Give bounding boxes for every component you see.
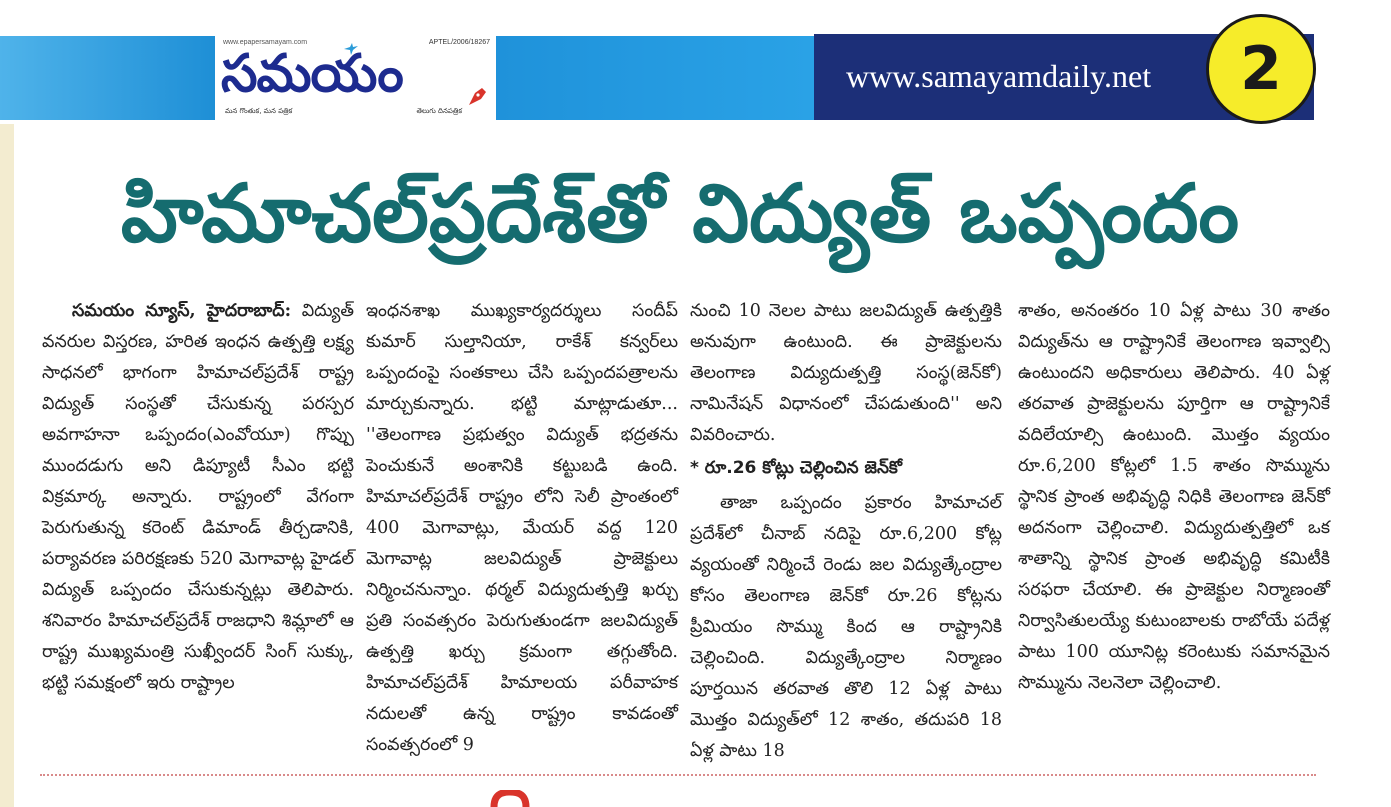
column-1-text: విద్యుత్ వనరుల విస్తరణ, హరిత ఇంధన ఉత్పత్తి లక్ష్య సాధనలో భాగంగా హిమాచల్‌ప్రదేశ్ రాష్ట్ర విద్యుత్ సంస్థతో చేసుకున్న పరస్పర అవగాహనా ఒప్పందం(ఎంవోయూ) గొప్పు ముందడుగు అని డిప్యూటీ సీఎం భట్టి విక్రమార్క అన్నారు. రాష్ట్రంలో వేగంగా పెరుగుతున్న కరెంట్ డిమాండ్ తీర్చడానికి, పర్యావరణ పరిరక్షణకు 520 మెగావాట్ల హైడల్ విద్యుత్ ఒప్పందం చేసుకున్నట్లు తెలిపారు. శనివారం హిమాచల్‌ప్రదేశ్ రాజధాని శిమ్లాలో ఆ రాష్ట్ర ముఖ్యమంత్రి సుఖ్వీందర్ సింగ్ సుక్కు, భట్టి సమక్షంలో ఇరు రాష్ట్రాల xyxy=(42,301,354,693)
logo-tagline: మన గొంతుక, మన పత్రిక xyxy=(225,107,293,115)
page-number: 2 xyxy=(1240,34,1282,104)
subheading: * రూ.26 కోట్లు చెల్లించిన జెన్‌కో xyxy=(690,458,903,478)
logo-url: www.epapersamayam.com xyxy=(223,39,308,46)
article-column-4 xyxy=(1018,296,1330,699)
section-divider xyxy=(40,774,1316,776)
pen-nib-icon xyxy=(466,86,488,108)
column-3-text-top: నుంచి 10 నెలల పాటు జలవిద్యుత్ ఉత్పత్తికి అనువుగా ఉంటుంది. ఈ ప్రాజెక్టులను తెలంగాణ విద్యుదుత్పత్తి సంస్థ(జెన్‌కో) నామినేషన్ విధానంలో చేపడుతుంది'' అని వివరించారు. xyxy=(690,301,1002,445)
article-headline: హిమాచల్‌ప్రదేశ్‌తో విద్యుత్ ఒప్పందం xyxy=(120,167,1240,260)
dateline: సమయం న్యూస్, హైదరాబాద్: xyxy=(72,301,292,321)
masthead-logo[interactable] xyxy=(215,36,496,120)
registration-number: APTEL/2006/18267 xyxy=(428,39,490,46)
header-band-left xyxy=(0,36,215,120)
header-band-middle xyxy=(496,36,814,120)
column-4-text: శాతం, అనంతరం 10 ఏళ్ల పాటు 30 శాతం విద్యుత్‌ను ఆ రాష్ట్రానికే తెలంగాణ ఇవ్వాల్సి ఉంటుందని అధికారులు తెలిపారు. 40 ఏళ్ల తరవాత ప్రాజెక్టులను పూర్తిగా ఆ రాష్ట్రానికే వదిలేయాల్సి ఉంటుంది. మొత్తం వ్యయం రూ.6,200 కోట్లలో 1.5 శాతం సొమ్మును స్థానిక ప్రాంత అభివృద్ధి నిధికి తెలంగాణ జెన్‌కో అదనంగా చెల్లించాలి. విద్యుదుత్పత్తిలో ఒక శాతాన్ని స్థానిక ప్రాంత అభివృద్ధి కమిటీకి సరఫరా చేయాలి. ఈ ప్రాజెక్టుల నిర్మాణంతో నిర్వాసితులయ్యే కుటుంబాలకు రాబోయే పదేళ్ల పాటు 100 యూనిట్ల కరెంటుకు సమానమైన సొమ్మును నెలనెలా చెల్లించాలి. xyxy=(1018,301,1330,693)
article-column-1 xyxy=(42,296,354,699)
column-2-text: ఇంధనశాఖ ముఖ్యకార్యదర్శులు సందీప్ కుమార్ సుల్తానియా, రాకేశ్ కన్వర్‌లు ఒప్పందంపై సంతకాలు చేసి ఒప్పందపత్రాలను మార్చుకున్నారు. భట్టి మాట్లాడుతూ... ''తెలంగాణ ప్రభుత్వం విద్యుత్ భద్రతను పెంచుకునే అంశానికి కట్టుబడి ఉంది. హిమాచల్‌ప్రదేశ్ రాష్ట్రం లోని సెలీ ప్రాంతంలో 400 మెగావాట్లు, మేయర్ వద్ద 120 మెగావాట్ల జలవిద్యుత్ ప్రాజెక్టులు నిర్మించనున్నాం. థర్మల్ విద్యుదుత్పత్తి ఖర్చు ప్రతి సంవత్సరం పెరుగుతుండగా జలవిద్యుత్ ఉత్పత్తి ఖర్చు క్రమంగా తగ్గుతోంది. హిమాచల్‌ప్రదేశ్ హిమాలయ పరీవాహక నదులతో ఉన్న రాష్ట్రం కావడంతో సంవత్సరంలో 9 xyxy=(366,301,678,755)
next-article-glyph-icon xyxy=(488,790,532,807)
article-body xyxy=(40,296,1330,761)
website-url[interactable]: www.samayamdaily.net xyxy=(846,58,1152,94)
article-column-3 xyxy=(690,296,1002,767)
article-column-2 xyxy=(366,296,678,761)
logo-subtitle: తెలుగు దినపత్రిక xyxy=(416,107,462,115)
page-margin-strip xyxy=(0,124,14,807)
column-3-text-bottom: తాజా ఒప్పందం ప్రకారం హిమాచల్ ప్రదేశ్‌లో చీనాబ్ నదిపై రూ.6,200 కోట్ల వ్యయంతో నిర్మించే రెండు జల విద్యుత్కేంద్రాల కోసం తెలంగాణ జెన్‌కో రూ.26 కోట్లను ప్రీమియం సొమ్ము కింద ఆ రాష్ట్రానికి చెల్లించింది. విద్యుత్కేంద్రాల నిర్మాణం పూర్తయిన తరవాత తొలి 12 ఏళ్ల పాటు మొత్తం విద్యుత్‌లో 12 శాతం, తదుపరి 18 ఏళ్ల పాటు 18 xyxy=(690,493,1002,761)
logo-text: సమయం xyxy=(221,44,403,104)
page-number-badge xyxy=(1206,14,1316,124)
